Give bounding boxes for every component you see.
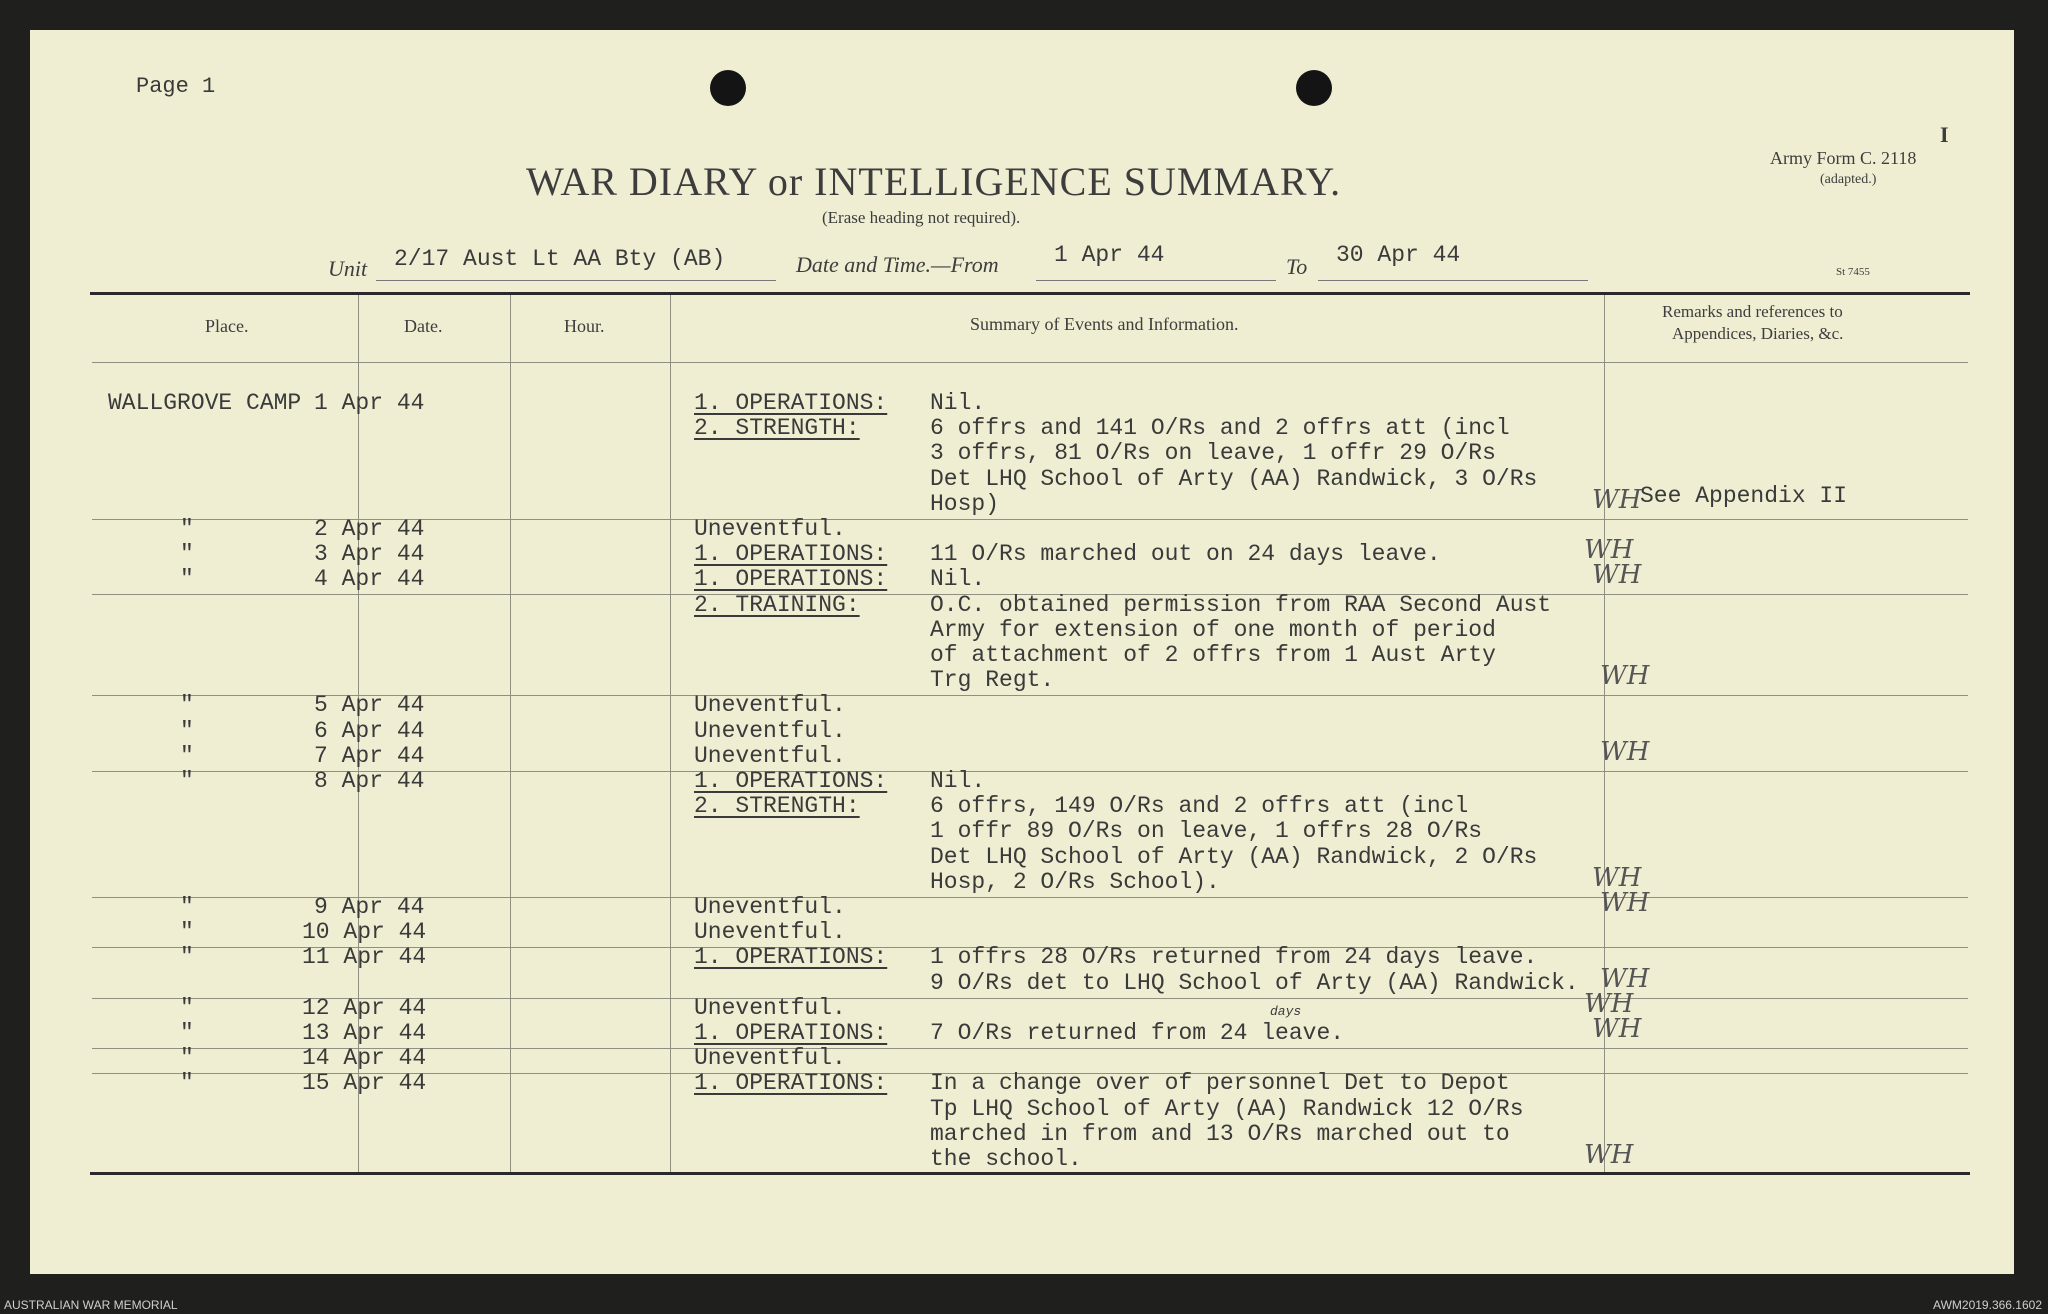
unit-underline bbox=[376, 280, 776, 281]
stock-number: St 7455 bbox=[1836, 266, 1870, 278]
entry-text: Uneventful. bbox=[694, 1045, 846, 1071]
document-subtitle: (Erase heading not required). bbox=[822, 208, 1021, 227]
initials-mark: WH bbox=[1592, 560, 1642, 590]
initials-mark: WH bbox=[1592, 485, 1642, 515]
entry-text: Uneventful. bbox=[694, 743, 846, 769]
entry-text: Nil. bbox=[930, 390, 986, 416]
entry-place: " bbox=[180, 516, 194, 542]
entry-date: 7 Apr 44 bbox=[314, 743, 425, 769]
header-rule bbox=[92, 362, 1968, 363]
entry-text: marched in from and 13 O/Rs marched out to bbox=[930, 1121, 1510, 1147]
entry-place: " bbox=[180, 1070, 194, 1096]
entry-insertion: days bbox=[1270, 1004, 1302, 1019]
table-top-rule bbox=[90, 292, 1970, 295]
entry-place: " bbox=[180, 541, 194, 567]
entry-place: " bbox=[180, 768, 194, 794]
initials-mark: WH bbox=[1584, 1140, 1634, 1170]
entry-date: 9 Apr 44 bbox=[314, 894, 425, 920]
entry-text: Army for extension of one month of period bbox=[930, 617, 1496, 643]
col-divider-hour bbox=[670, 295, 671, 1172]
entry-place: " bbox=[180, 944, 194, 970]
entry-date: 3 Apr 44 bbox=[314, 541, 425, 567]
initials-mark: WH bbox=[1600, 888, 1650, 918]
entry-date: 8 Apr 44 bbox=[314, 768, 425, 794]
col-header-remarks-2: Appendices, Diaries, &c. bbox=[1672, 324, 1844, 343]
entry-text: Det LHQ School of Arty (AA) Randwick, 2 O/Rs bbox=[930, 844, 1538, 870]
page-label: Page 1 bbox=[136, 74, 216, 99]
entry-date: 10 Apr 44 bbox=[302, 919, 427, 945]
entry-place: " bbox=[180, 566, 194, 592]
entry-date: 14 Apr 44 bbox=[302, 1045, 427, 1071]
entry-text: Hosp) bbox=[930, 491, 1000, 517]
entry-date: 5 Apr 44 bbox=[314, 692, 425, 718]
entry-text: Det LHQ School of Arty (AA) Randwick, 3 O/Rs bbox=[930, 466, 1538, 492]
entry-heading: 1. OPERATIONS: bbox=[694, 944, 888, 970]
entry-text: Tp LHQ School of Arty (AA) Randwick 12 O/Rs bbox=[930, 1096, 1524, 1122]
entry-text: of attachment of 2 offrs from 1 Aust Arty bbox=[930, 642, 1496, 668]
initials-mark: WH bbox=[1600, 737, 1650, 767]
entry-date: 1 Apr 44 bbox=[314, 390, 425, 416]
initials-mark: WH bbox=[1592, 1014, 1642, 1044]
entry-date: 11 Apr 44 bbox=[302, 944, 427, 970]
entry-text: 6 offrs and 141 O/Rs and 2 offrs att (incl bbox=[930, 415, 1510, 441]
entry-place: " bbox=[180, 692, 194, 718]
entry-text: Nil. bbox=[930, 566, 986, 592]
table-bottom-rule bbox=[90, 1172, 1970, 1175]
entry-heading: 2. STRENGTH: bbox=[694, 415, 860, 441]
entry-heading: 1. OPERATIONS: bbox=[694, 541, 888, 567]
entry-date: 6 Apr 44 bbox=[314, 718, 425, 744]
entry-place: WALLGROVE CAMP bbox=[108, 390, 302, 416]
entry-place: " bbox=[180, 743, 194, 769]
footer-right: AWM2019.366.1602 bbox=[1933, 1298, 2042, 1312]
army-form-number: Army Form C. 2118 bbox=[1770, 148, 1917, 168]
initials-mark: WH bbox=[1600, 964, 1650, 994]
entry-text: Uneventful. bbox=[694, 894, 846, 920]
punch-hole-right bbox=[1296, 70, 1332, 106]
entry-heading: 2. TRAINING: bbox=[694, 592, 860, 618]
col-header-hour: Hour. bbox=[564, 316, 605, 336]
entry-text: Trg Regt. bbox=[930, 667, 1055, 693]
entry-date: 15 Apr 44 bbox=[302, 1070, 427, 1096]
entry-date: 2 Apr 44 bbox=[314, 516, 425, 542]
document-title: WAR DIARY or INTELLIGENCE SUMMARY. bbox=[526, 159, 1342, 204]
unit-value: 2/17 Aust Lt AA Bty (AB) bbox=[394, 246, 726, 272]
footer-left: AUSTRALIAN WAR MEMORIAL bbox=[4, 1298, 178, 1312]
entry-place: " bbox=[180, 919, 194, 945]
initials-mark: WH bbox=[1592, 863, 1642, 893]
date-time-label: Date and Time.—From bbox=[796, 252, 999, 277]
initials-mark: WH bbox=[1584, 989, 1634, 1019]
diary-sheet bbox=[30, 30, 2014, 1274]
entry-place: " bbox=[180, 1045, 194, 1071]
army-form-adapted: (adapted.) bbox=[1820, 172, 1877, 187]
entry-text: 9 O/Rs det to LHQ School of Arty (AA) Randwick. bbox=[930, 970, 1579, 996]
col-header-date: Date. bbox=[404, 316, 443, 336]
entry-heading: 2. STRENGTH: bbox=[694, 793, 860, 819]
punch-hole-left bbox=[710, 70, 746, 106]
entry-text: O.C. obtained permission from RAA Second Aust bbox=[930, 592, 1552, 618]
entry-text: Uneventful. bbox=[694, 995, 846, 1021]
initials-mark: WH bbox=[1584, 535, 1634, 565]
initials-mark: WH bbox=[1600, 661, 1650, 691]
from-underline bbox=[1036, 280, 1276, 281]
entry-text: 11 O/Rs marched out on 24 days leave. bbox=[930, 541, 1441, 567]
corner-mark: I bbox=[1940, 122, 1949, 147]
entry-heading: 1. OPERATIONS: bbox=[694, 1020, 888, 1046]
entry-text: Uneventful. bbox=[694, 516, 846, 542]
entry-text: In a change over of personnel Det to Depot bbox=[930, 1070, 1510, 1096]
col-header-remarks-1: Remarks and references to bbox=[1662, 302, 1843, 321]
entry-text: Hosp, 2 O/Rs School). bbox=[930, 869, 1220, 895]
entry-text: 1 offr 89 O/Rs on leave, 1 offrs 28 O/Rs bbox=[930, 818, 1483, 844]
to-underline bbox=[1318, 280, 1588, 281]
entry-text: 1 offrs 28 O/Rs returned from 24 days leave. bbox=[930, 944, 1538, 970]
entry-text: 6 offrs, 149 O/Rs and 2 offrs att (incl bbox=[930, 793, 1469, 819]
entry-text: the school. bbox=[930, 1146, 1082, 1172]
col-divider-date bbox=[510, 295, 511, 1172]
to-label: To bbox=[1286, 254, 1308, 279]
entry-place: " bbox=[180, 1020, 194, 1046]
to-date: 30 Apr 44 bbox=[1336, 242, 1461, 268]
entry-date: 4 Apr 44 bbox=[314, 566, 425, 592]
entry-heading: 1. OPERATIONS: bbox=[694, 768, 888, 794]
entry-place: " bbox=[180, 718, 194, 744]
entry-text: Uneventful. bbox=[694, 919, 846, 945]
entry-text: Uneventful. bbox=[694, 692, 846, 718]
entry-date: 13 Apr 44 bbox=[302, 1020, 427, 1046]
entry-text: Uneventful. bbox=[694, 718, 846, 744]
col-header-summary: Summary of Events and Information. bbox=[970, 314, 1239, 334]
entry-text: 7 O/Rs returned from 24 leave. bbox=[930, 1020, 1345, 1046]
entry-text: Nil. bbox=[930, 768, 986, 794]
entry-text: 3 offrs, 81 O/Rs on leave, 1 offr 29 O/Rs bbox=[930, 440, 1496, 466]
entry-place: " bbox=[180, 995, 194, 1021]
entry-place: " bbox=[180, 894, 194, 920]
entry-remark: See Appendix II bbox=[1640, 483, 1848, 509]
entry-heading: 1. OPERATIONS: bbox=[694, 566, 888, 592]
entry-heading: 1. OPERATIONS: bbox=[694, 1070, 888, 1096]
unit-label: Unit bbox=[328, 256, 368, 281]
col-header-place: Place. bbox=[205, 316, 249, 336]
from-date: 1 Apr 44 bbox=[1054, 242, 1165, 268]
entry-heading: 1. OPERATIONS: bbox=[694, 390, 888, 416]
entry-date: 12 Apr 44 bbox=[302, 995, 427, 1021]
